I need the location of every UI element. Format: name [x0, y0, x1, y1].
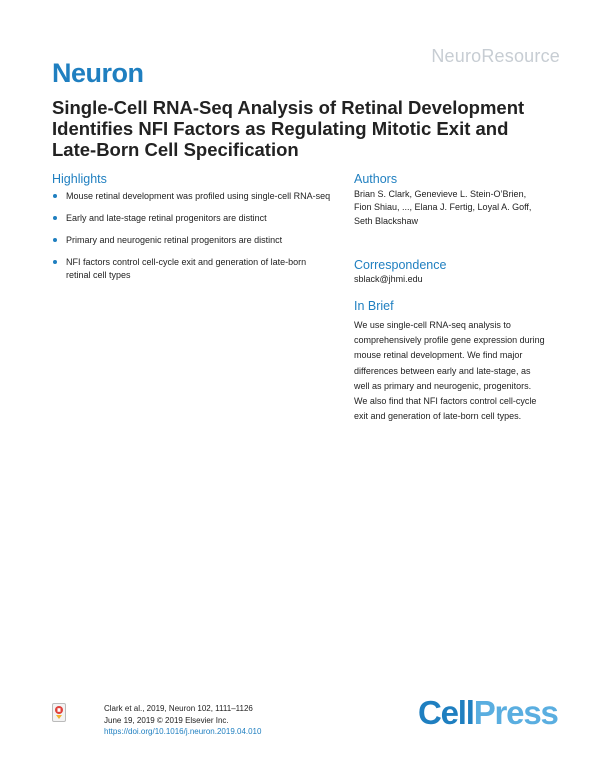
authors-list: Brian S. Clark, Genevieve L. Stein-O’Brien, Fion Shiau, ..., Elana J. Fertig, Loyal A. Goff, Seth Blackshaw: [354, 189, 532, 226]
highlight-text: Early and late-stage retinal progenitors are distinct: [66, 213, 267, 223]
citation-block: [104, 703, 344, 738]
in-brief-heading: In Brief: [354, 299, 394, 313]
crossmark-icon[interactable]: [52, 703, 66, 722]
citation-line: Clark et al., 2019, Neuron 102, 1111–1126: [104, 704, 253, 713]
correspondence-heading: Correspondence: [354, 258, 447, 272]
highlight-item: [52, 212, 332, 225]
bullet-icon: [53, 194, 57, 198]
article-title: Single-Cell RNA-Seq Analysis of Retinal Development Identifies NFI Factors as Regulating Mitotic Exit and Late-Born Cell Specification: [52, 97, 525, 160]
doi-link[interactable]: https://doi.org/10.1016/j.neuron.2019.04.010: [104, 727, 262, 736]
series-label: NeuroResource: [431, 46, 560, 66]
logo-cell-text: Cell: [418, 694, 474, 731]
highlights-list: [52, 190, 332, 291]
authors-heading: Authors: [354, 172, 398, 186]
cellpress-logo: [418, 696, 558, 730]
bullet-icon: [53, 238, 57, 242]
highlight-text: Primary and neurogenic retinal progenitors are distinct: [66, 235, 283, 245]
in-brief-text: We use single-cell RNA-seq analysis to comprehensively profile gene expression during mouse retinal development. We find major differences between early and late-stage, as well as primary and neurogenic, progenitors. We also find that NFI factors control cell-cycle exit and generation of late-born cell types.: [354, 320, 545, 422]
highlight-item: [52, 256, 332, 282]
highlight-item: [52, 190, 332, 203]
correspondence-email[interactable]: sblack@jhmi.edu: [354, 274, 423, 284]
highlights-heading: Highlights: [52, 172, 107, 186]
highlight-item: [52, 234, 332, 247]
highlight-text: Mouse retinal development was profiled using single-cell RNA-seq: [66, 191, 331, 201]
logo-press-text: Press: [473, 694, 558, 731]
citation-date: June 19, 2019 © 2019 Elsevier Inc.: [104, 715, 229, 725]
journal-logo: Neuron: [52, 58, 144, 88]
bullet-icon: [53, 260, 57, 264]
bullet-icon: [53, 216, 57, 220]
highlight-text: NFI factors control cell-cycle exit and generation of late-born retinal cell types: [66, 257, 307, 280]
